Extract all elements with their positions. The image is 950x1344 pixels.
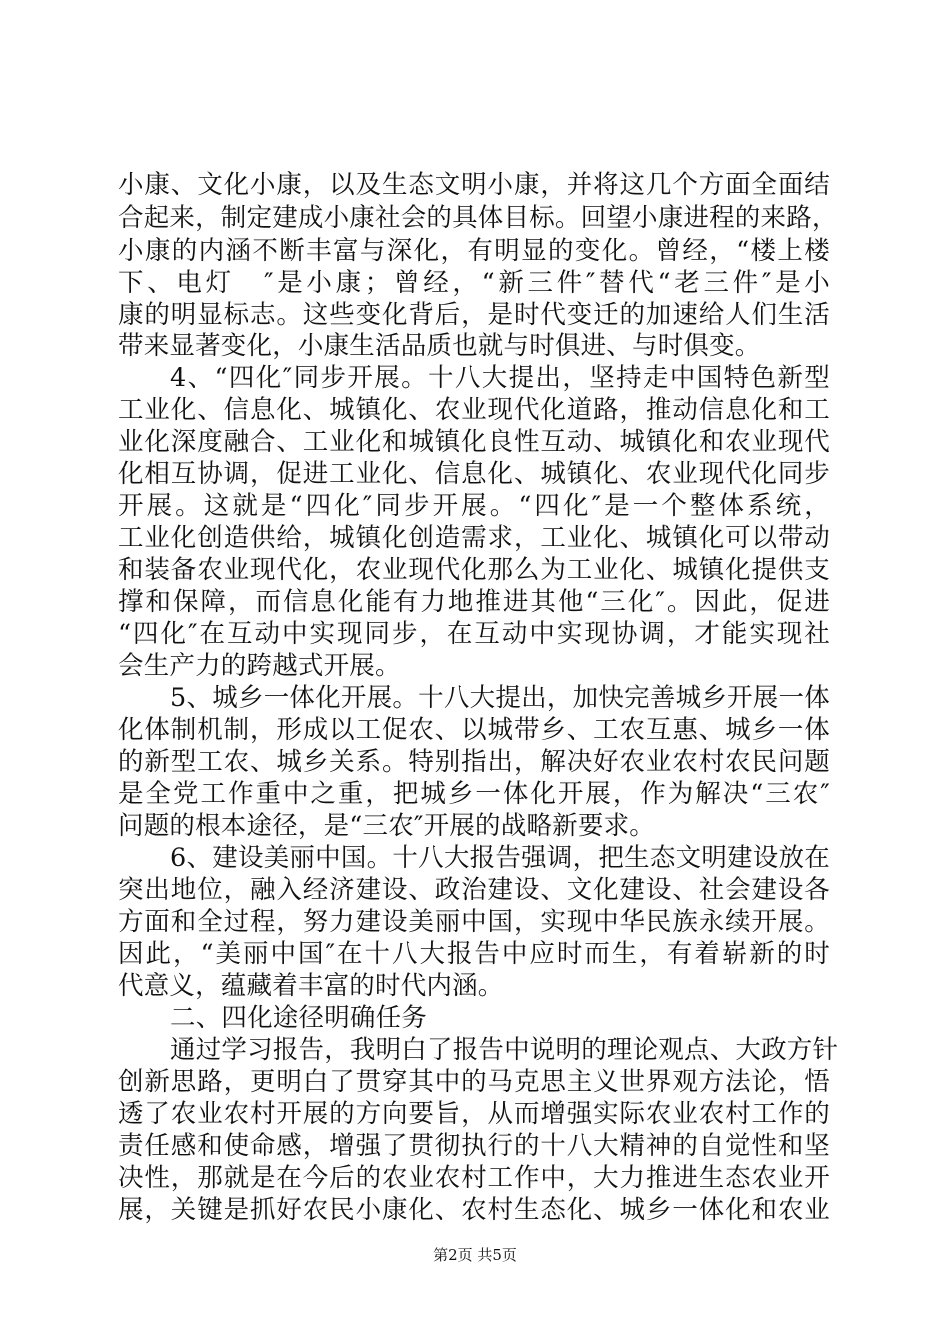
text-line: 撑和保障，而信息化能有力地推进其他“三化″。因此，促进 [118,587,830,617]
text-line: 展，关键是抓好农民小康化、农村生态化、城乡一体化和农业 [118,1195,830,1225]
text-line: 下、电灯 ″是小康；曾经，“新三件″替代“老三件″是小 [118,268,830,298]
text-line: 透了农业农村开展的方向要旨，从而增强实际农业农村工作的 [118,1099,830,1129]
text-line: 开展。这就是“四化″同步开展。“四化″是一个整体系统， [118,491,830,521]
text-line: 小康、文化小康，以及生态文明小康，并将这几个方面全面结 [118,170,830,200]
paragraph-start-5: 5、城乡一体化开展。十八大提出，加快完善城乡开展一体 [170,683,830,713]
text-line: 和装备农业现代化，农业现代化那么为工业化、城镇化提供支 [118,555,830,585]
text-line: 康的明显标志。这些变化背后，是时代变迁的加速给人们生活 [118,300,830,330]
text-line: 的新型工农、城乡关系。特别指出，解决好农业农村农民问题 [118,747,830,777]
text-line: 代意义，蕴藏着丰富的时代内涵。 [118,971,504,1001]
paragraph-start-6: 6、建设美丽中国。十八大报告强调，把生态文明建设放在 [170,843,830,873]
text-line: “四化″在互动中实现同步，在互动中实现协调，才能实现社 [118,619,830,649]
text-line: 小康的内涵不断丰富与深化，有明显的变化。曾经，“楼上楼 [118,236,830,266]
text-line: 创新思路，更明白了贯穿其中的马克思主义世界观方法论，悟 [118,1067,830,1097]
text-line: 会生产力的跨越式开展。 [118,651,401,681]
text-line: 带来显著变化，小康生活品质也就与时俱进、与时俱变。 [118,331,761,361]
paragraph-start-4: 4、“四化″同步开展。十八大提出，坚持走中国特色新型 [170,363,830,393]
text-line: 责任感和使命感，增强了贯彻执行的十八大精神的自觉性和坚 [118,1131,830,1161]
page-number-footer: 第2页 共5页 [433,1246,517,1264]
text-line: 业化深度融合、工业化和城镇化良性互动、城镇化和农业现代 [118,427,830,457]
text-line: 合起来，制定建成小康社会的具体目标。回望小康进程的来路， [118,203,838,233]
text-line: 决性，那就是在今后的农业农村工作中，大力推进生态农业开 [118,1163,830,1193]
text-line: 是全党工作重中之重，把城乡一体化开展，作为解决“三农″ [118,779,830,809]
text-line: 因此，“美丽中国″在十八大报告中应时而生，有着崭新的时 [118,939,830,969]
section-heading: 二、四化途径明确任务 [170,1003,428,1033]
text-line: 化相互协调，促进工业化、信息化、城镇化、农业现代化同步 [118,459,830,489]
text-line: 化体制机制，形成以工促农、以城带乡、工农互惠、城乡一体 [118,715,830,745]
paragraph-start: 通过学习报告，我明白了报告中说明的理论观点、大政方针 [170,1035,839,1065]
text-line: 突出地位，融入经济建设、政治建设、文化建设、社会建设各 [118,875,830,905]
text-line: 工业化创造供给，城镇化创造需求，工业化、城镇化可以带动 [118,523,830,553]
text-line: 工业化、信息化、城镇化、农业现代化道路，推动信息化和工 [118,395,830,425]
text-line: 方面和全过程，努力建设美丽中国，实现中华民族永续开展。 [118,907,830,937]
text-line: 问题的根本途径，是“三农″开展的战略新要求。 [118,811,655,841]
